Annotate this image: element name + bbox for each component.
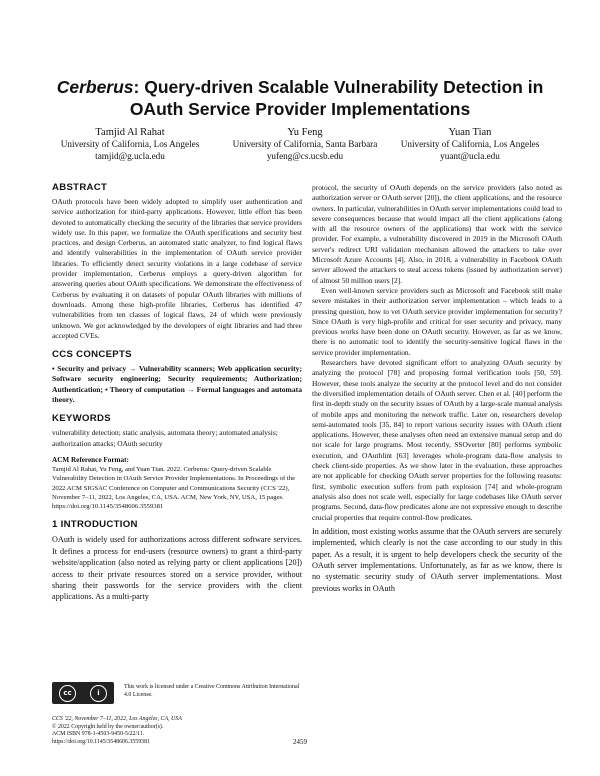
body-paragraph: protocol, the security of OAuth depends on the service providers (also noted as authorization server or OAuth server [20]), the client applications, and the resource owners. In particular, vulnerabilities in OAuth server implementations could lead to severe consequences because that would impact all the client applications (along with all the resource owners of the applications) that work with the service provider. For example, a vulnerability discovered in 2019 in the Microsoft OAuth server's redirect URI validation mechanism allowed the attackers to take over Microsoft Azure Accounts [4]. Also, in 2018, a vulnerability in Facebook OAuth server allowed the attackers to steal access tokens (issued by authorization server) of almost 50 million users [2]. — [312, 183, 562, 285]
title-line2: OAuth Service Provider Implementations — [129, 99, 471, 119]
author-affiliation: University of California, Los Angeles — [60, 139, 200, 149]
body-paragraph: In addition, most existing works assume that the OAuth servers are securely implemented, which clearly is not the case according to our study in this paper. As a result, it is urgent to help developers check the security of the OAuth server implementations. Unfortunately, as far as we know, there is no systematic security study of OAuth server implementations. Most previous works in OAuth — [312, 526, 562, 593]
left-column — [52, 182, 302, 603]
copyright-line: © 2022 Copyright held by the owner/author(s). — [52, 723, 164, 730]
author-affiliation: University of California, Santa Barbara — [232, 139, 378, 149]
keywords-text: vulnerability detection; static analysis, automata theory; automated analysis; authorization attacks; OAuth security — [52, 428, 278, 448]
ccs-heading: CCS CONCEPTS — [52, 349, 132, 361]
author-2 — [230, 126, 380, 162]
title-line1-rest: : Query-driven Scalable Vulnerability Detection in — [133, 77, 544, 97]
intro-heading: 1 INTRODUCTION — [52, 519, 138, 531]
doi-link[interactable]: https://doi.org/10.1145/3548606.3559381 — [52, 738, 151, 745]
page-number: 2459 — [293, 738, 307, 746]
ccs-text: • Security and privacy → Vulnerability scanners; Web application security; Software security engineering; Security requirements; Authorization; Authentication; • Theory of computation → Formal languages and automata theory. — [52, 364, 302, 405]
author-affiliation: University of California, Los Angeles — [400, 139, 540, 149]
abstract-text: OAuth protocols have been widely adopted to simplify user authentication and service authorization for third-party applications. However, little effort has been devoted to automatically checking the security of the libraries that service providers widely use. In this paper, we formalize the OAuth specifications and security best practices, and design Cerberus, an automated static analyzer, to find logical flaws and identify vulnerabilities in the implementation of OAuth service provider libraries. To efficiently detect security violations in a large codebase of service provider implementation, Cerberus employs a query-driven algorithm for answering queries about OAuth specifications. We demonstrate the effectiveness of Cerberus by evaluating it on datasets of popular OAuth libraries with millions of downloads. Among these high-profile libraries, Cerberus has identified 47 vulnerabilities from ten classes of logical flaws, 24 of which were previously unknown. We got acknowledged by the developers of eight libraries and had three accepted CVEs. — [52, 197, 302, 340]
author-email: yuant@ucla.edu — [440, 150, 500, 161]
author-name: Tamjid Al Rahat — [95, 127, 165, 138]
abstract-heading: ABSTRACT — [52, 182, 108, 193]
author-email: yufeng@cs.ucsb.edu — [266, 150, 344, 161]
cc-badge-label: cc — [59, 685, 76, 702]
body-paragraph: Researchers have devoted significant effort to analyzing OAuth security by analyzing the protocol [78] and proposing formal verification tools [50, 59]. However, these tools analyze the security at the protocol level and do not consider the diversified implementation details of OAuth server. Chen et al. [40] perform the first in-depth study on the security issues of OAuth by a large-scale manual analysis of mobile apps and monitoring the network traffic. Later on, researchers develop semi-automated tools [35, 84] to report various security issues with OAuth client applications. However, these analyses often need an extensive manual setup and do not scale for large programs. Most recently, SSOverter [80] performs symbolic execution, and OAuthlint [63] leverages whole-program data-flow analysis to check client-side properties. As we show later in the evaluation, these approaches are not applicable for checking OAuth server properties for the following reasons: first, symbolic execution suffers from path explosion [74] and whole-program analysis also does not scale well, especially for large codebases like OAuth server programs. Second, data-flow predicates alone are not expressive enough to describe crucial properties that require control-flow predicates. — [312, 358, 562, 522]
by-badge-label: i — [90, 685, 107, 702]
intro-text: OAuth is widely used for authorizations across different software services. It defines a process for end-users (resource owners) to grant a third-party website/application (also noted as relying party or client applications [20]) access to their private resources stored on a service provider, without sharing their passwords for the service providers with the client applications. As a multi-party — [52, 535, 302, 602]
author-name: Yuan Tian — [448, 127, 492, 138]
author-3 — [380, 126, 560, 162]
reference-format-text: Tamjid Al Rahat, Yu Feng, and Yuan Tian. 2022. Cerberus: Query-driven Scalable Vulnerability Detection in OAuth Service Provider Implementations. In Proceedings of the 2022 ACM SIGSAC Conference on Computer and Communications Security (CCS '22), November 7–11, 2022, Los Angeles, CA, USA. ACM, New York, NY, USA, 15 pages. https://doi.org/10.1145/3548606.3559381 — [52, 465, 296, 511]
keywords-heading: KEYWORDS — [52, 413, 111, 425]
paper-title — [40, 76, 560, 120]
author-email: tamjid@g.ucla.edu — [95, 150, 165, 161]
author-1 — [40, 126, 220, 162]
conference-line: CCS '22, November 7–11, 2022, Los Angeles, CA, USA — [52, 716, 182, 722]
author-name: Yu Feng — [287, 127, 323, 138]
creative-commons-icon[interactable] — [52, 682, 114, 704]
reference-format-heading: ACM Reference Format: — [52, 455, 129, 464]
isbn-line: ACM ISBN 978-1-4503-9450-5/22/11. — [52, 731, 145, 738]
body-paragraph: Even well-known service providers such as Microsoft and Facebook still make severe mistakes in their authorization server implementation – which leads to a pressing question, how to vet OAuth service provider implementation for security? Since OAuth is very high-profile and critical for user security and privacy, many previous works have been done on OAuth security. However, as far as we know, there is no automatic tool to identify the security-sensitive logical flaws in the service provider implementation. — [312, 285, 562, 357]
right-column — [312, 183, 562, 594]
title-italic: Cerberus — [56, 77, 134, 97]
license-text: This work is licensed under a Creative Commons Attribution International 4.0 License. — [124, 684, 300, 698]
